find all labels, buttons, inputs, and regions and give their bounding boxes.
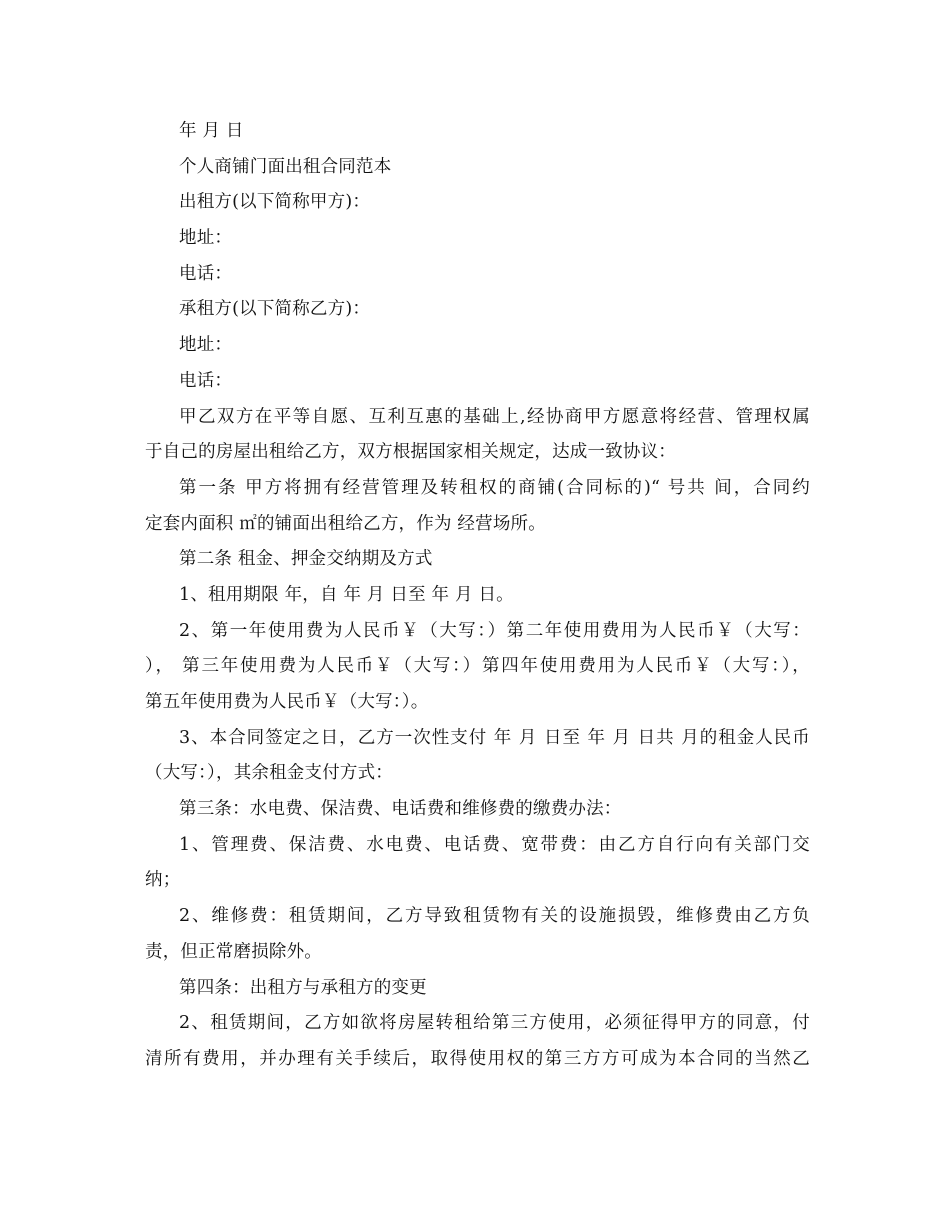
document-line: 第一条 甲方将拥有经营管理及转租权的商铺(合同标的)“ 号共 间，合同约 [179,477,810,498]
document-line: 地址： [179,335,233,356]
document-line: 2、第一年使用费为人民币￥（大写：）第二年使用费用为人民币￥（大写： [179,620,810,641]
document-line: 纳； [145,870,181,891]
document-line: 于自己的房屋出租给乙方，双方根据国家相关规定，达成一致协议： [145,442,676,463]
document-line: 第三条：水电费、保洁费、电话费和维修费的缴费办法： [179,799,622,820]
contract-body [145,114,810,1078]
document-line: 甲乙双方在平等自愿、互利互惠的基础上,经协商甲方愿意将经营、管理权属 [179,406,810,427]
document-line: 第五年使用费为人民币￥（大写：）。 [145,692,429,712]
document-line: 3、本合同签定之日，乙方一次性支付 年 月 日至 年 月 日共 月的租金人民币 [179,727,810,748]
document-line: 年 月 日 [179,121,244,141]
document-line: 电话： [179,263,233,284]
document-line: 1、租用期限 年，自 年 月 日至 年 月 日。 [179,584,514,605]
document-line: 地址： [179,228,233,249]
document-line: 定套内面积 ㎡的铺面出租给乙方，作为 经营场所。 [145,513,546,534]
document-line: 电话： [179,370,233,391]
document-line: ）， 第三年使用费为人民币￥（大写：）第四年使用费用为人民币￥（大写：）， [145,656,810,677]
document-line: 承租方(以下简称乙方)： [179,299,371,320]
document-line: 清所有费用，并办理有关手续后，取得使用权的第三方方可成为本合同的当然乙 [145,1048,810,1069]
document-line: 2、租赁期间，乙方如欲将房屋转租给第三方使用，必须征得甲方的同意，付 [179,1013,810,1034]
document-line: （大写：），其余租金支付方式： [145,763,393,784]
document-line: 责，但正常磨损除外。 [145,941,322,962]
document-line: 第二条 租金、押金交纳期及方式 [179,549,433,570]
document-line: 第四条：出租方与承租方的变更 [179,977,427,998]
document-line: 2、维修费：租赁期间，乙方导致租赁物有关的设施损毁，维修费由乙方负 [179,906,810,927]
document-line: 1、管理费、保洁费、水电费、电话费、宽带费：由乙方自行向有关部门交 [179,834,810,855]
document-line: 出租方(以下简称甲方)： [179,192,371,213]
document-line: 个人商铺门面出租合同范本 [179,156,392,177]
